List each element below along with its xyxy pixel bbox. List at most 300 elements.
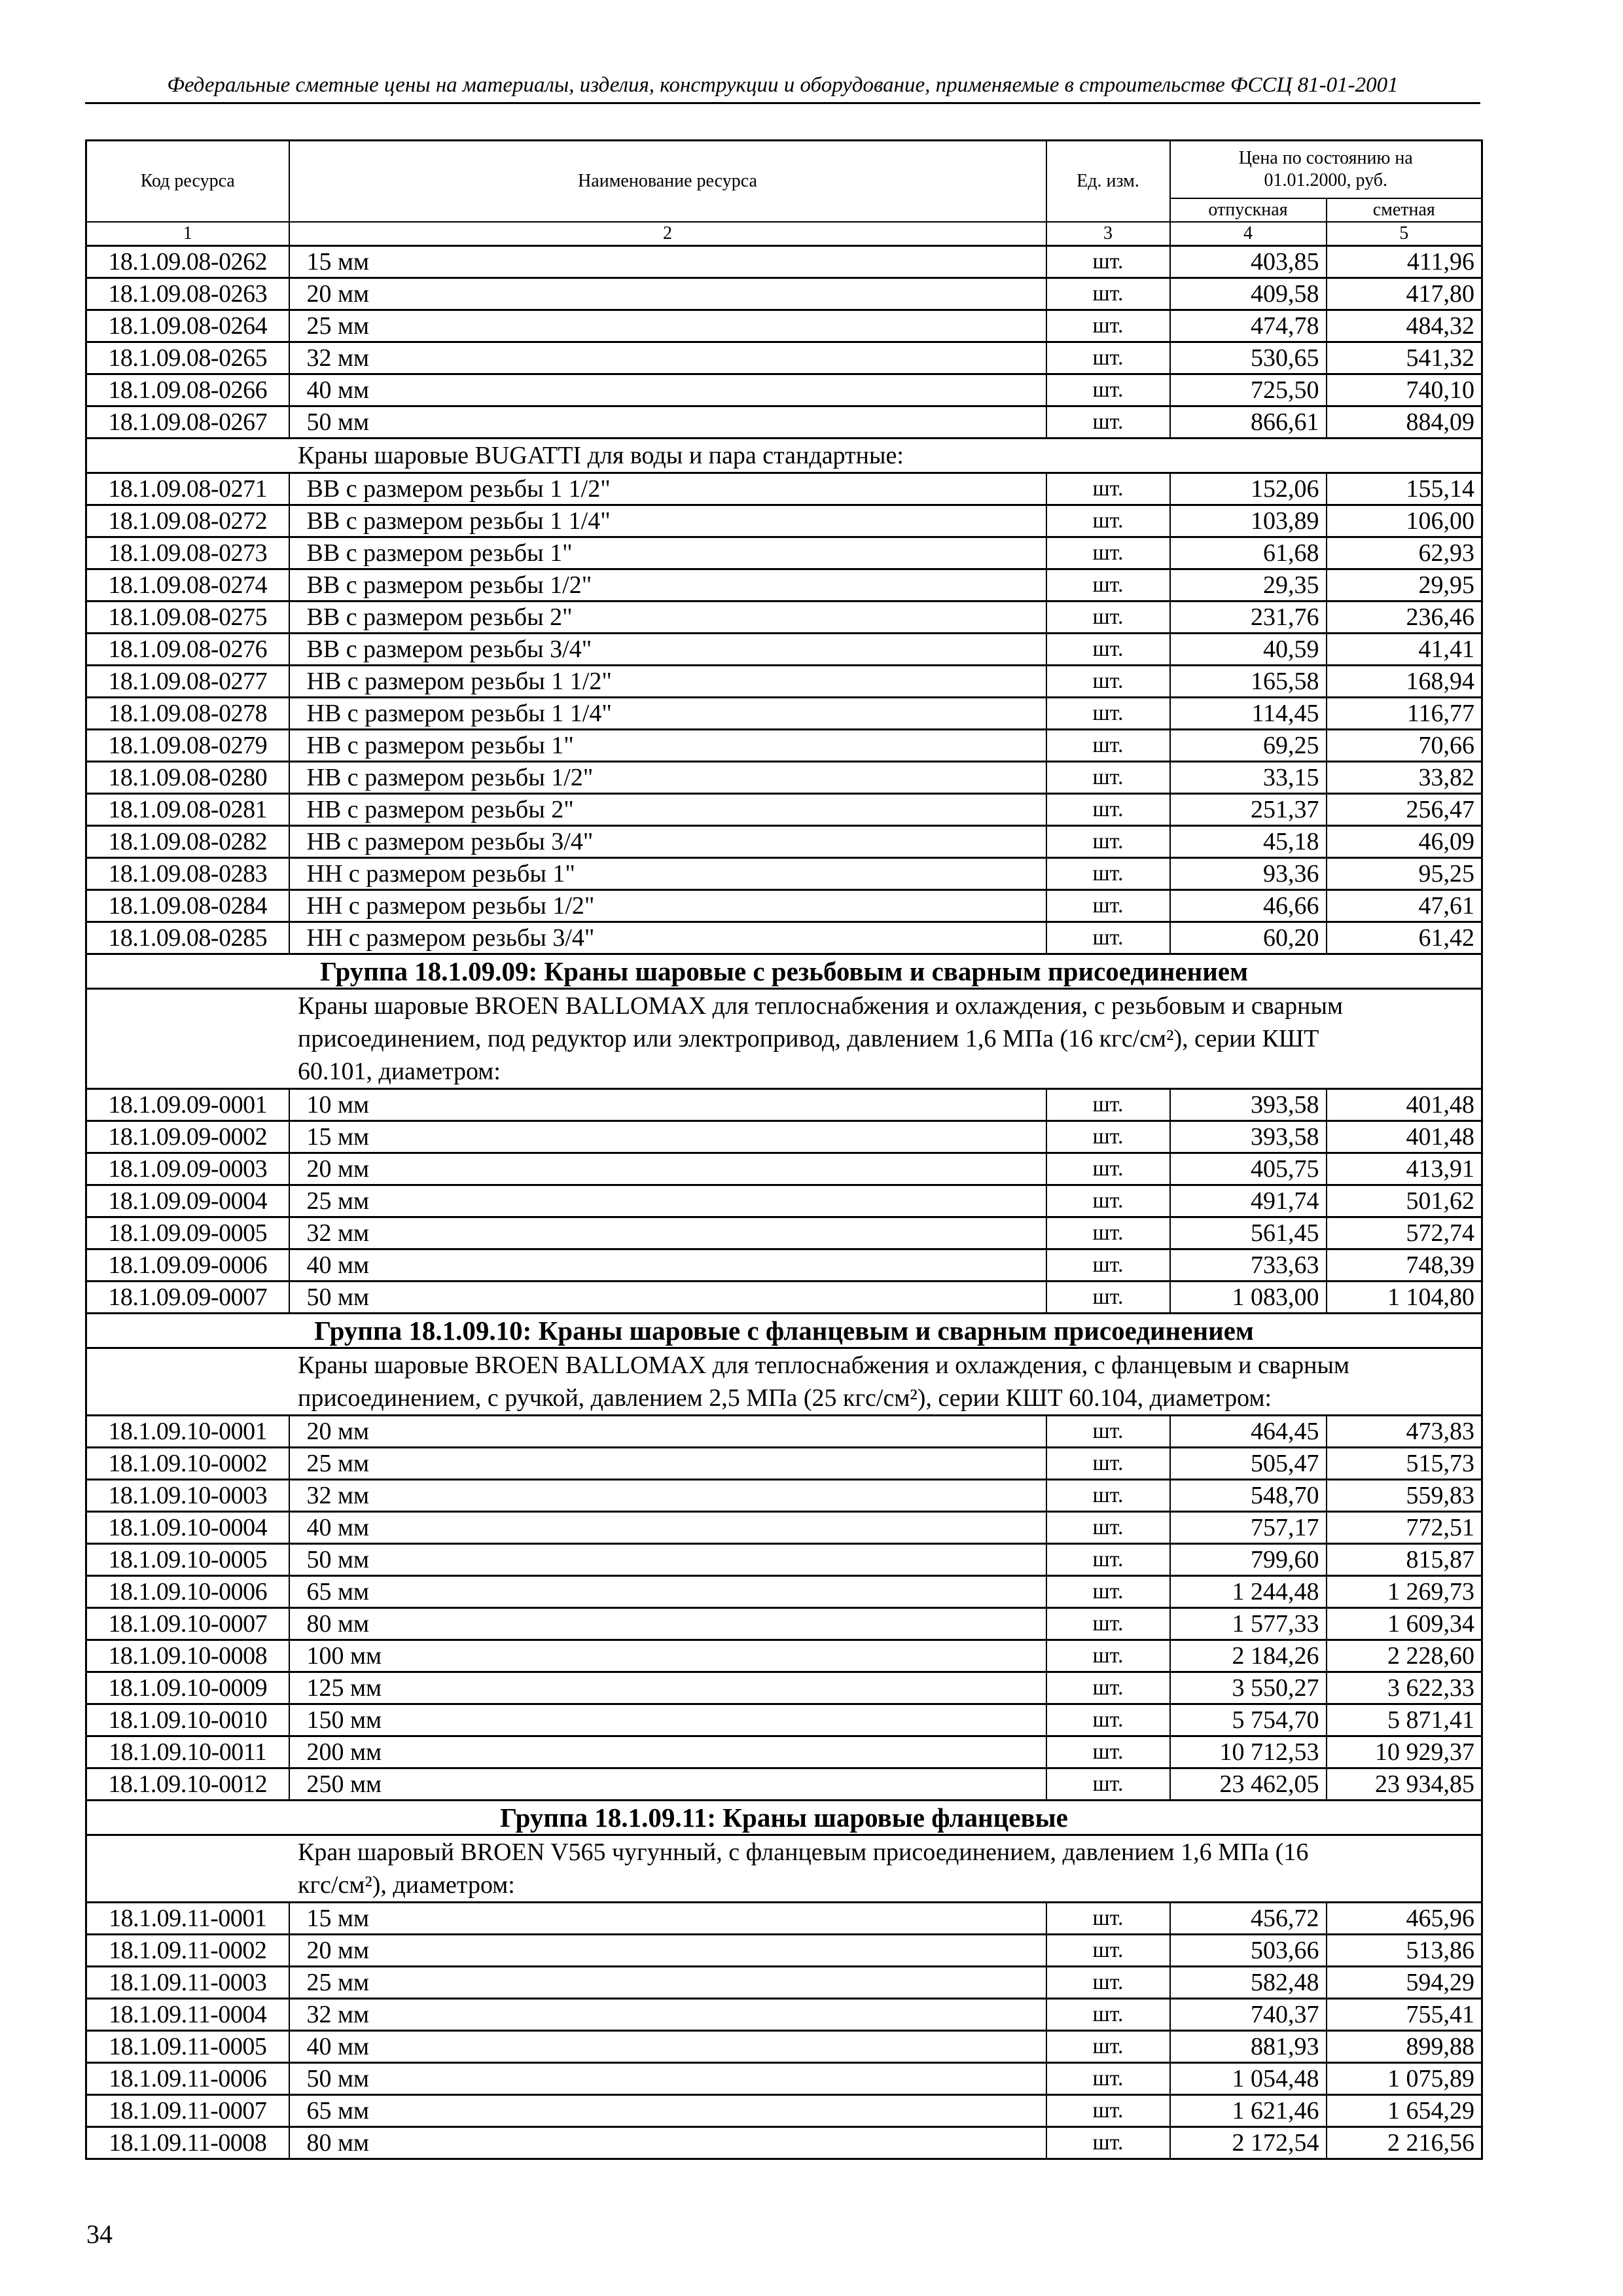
estimate-price: 484,32 — [1327, 310, 1482, 342]
column-number: 4 — [1170, 222, 1327, 246]
resource-name: НВ с размером резьбы 1" — [289, 730, 1046, 762]
resource-code: 18.1.09.09-0007 — [86, 1282, 289, 1314]
group-title-row — [86, 1314, 1482, 1348]
resource-code: 18.1.09.08-0282 — [86, 826, 289, 858]
resource-name: ВВ с размером резьбы 3/4" — [289, 634, 1046, 666]
table-row — [86, 1640, 1482, 1672]
unit: шт. — [1046, 1249, 1170, 1282]
table-row — [86, 826, 1482, 858]
resource-name: 80 мм — [289, 2127, 1046, 2159]
estimate-price: 236,46 — [1327, 601, 1482, 634]
release-price: 530,65 — [1170, 342, 1327, 374]
table-row — [86, 1282, 1482, 1314]
unit: шт. — [1046, 730, 1170, 762]
unit: шт. — [1046, 666, 1170, 698]
table-row — [86, 1544, 1482, 1576]
resource-code: 18.1.09.08-0285 — [86, 922, 289, 954]
unit: шт. — [1046, 1153, 1170, 1185]
table-row — [86, 310, 1482, 342]
resource-code: 18.1.09.08-0281 — [86, 794, 289, 826]
release-price: 582,48 — [1170, 1967, 1327, 1999]
resource-name: 32 мм — [289, 1480, 1046, 1512]
release-price: 61,68 — [1170, 537, 1327, 569]
resource-code: 18.1.09.10-0003 — [86, 1480, 289, 1512]
resource-code: 18.1.09.10-0007 — [86, 1608, 289, 1640]
estimate-price: 411,96 — [1327, 246, 1482, 278]
table-row — [86, 374, 1482, 406]
estimate-price: 33,82 — [1327, 762, 1482, 794]
resource-name: 65 мм — [289, 1576, 1046, 1608]
resource-name: ВВ с размером резьбы 1" — [289, 537, 1046, 569]
table-row — [86, 1999, 1482, 2031]
resource-code: 18.1.09.08-0280 — [86, 762, 289, 794]
table-body — [86, 246, 1482, 2159]
release-price: 2 184,26 — [1170, 1640, 1327, 1672]
resource-name: НН с размером резьбы 1/2" — [289, 890, 1046, 922]
estimate-price: 465,96 — [1327, 1903, 1482, 1935]
description-text — [86, 989, 1482, 1089]
resource-name: 80 мм — [289, 1608, 1046, 1640]
unit: шт. — [1046, 569, 1170, 601]
estimate-price: 559,83 — [1327, 1480, 1482, 1512]
resource-name: 32 мм — [289, 1217, 1046, 1249]
resource-name: 25 мм — [289, 310, 1046, 342]
resource-name: ВВ с размером резьбы 1 1/4" — [289, 505, 1046, 537]
resource-name: ВВ с размером резьбы 1/2" — [289, 569, 1046, 601]
table-row — [86, 890, 1482, 922]
table-row — [86, 666, 1482, 698]
description-line: присоединением, под редуктор или электропривод, давлением 1,6 МПа (16 кгс/см²), серии КШТ — [298, 1025, 1319, 1052]
unit: шт. — [1046, 1967, 1170, 1999]
table-row — [86, 569, 1482, 601]
resource-name: 150 мм — [289, 1704, 1046, 1736]
estimate-price: 417,80 — [1327, 278, 1482, 310]
resource-name: 32 мм — [289, 1999, 1046, 2031]
estimate-price: 515,73 — [1327, 1448, 1482, 1480]
price-table — [85, 139, 1483, 2160]
resource-code: 18.1.09.10-0001 — [86, 1416, 289, 1448]
release-price: 393,58 — [1170, 1089, 1327, 1121]
table-row — [86, 2031, 1482, 2063]
resource-code: 18.1.09.11-0003 — [86, 1967, 289, 1999]
release-price: 231,76 — [1170, 601, 1327, 634]
release-price: 114,45 — [1170, 698, 1327, 730]
description-line: Краны шаровые BROEN BALLOMAX для теплоснабжения и охлаждения, с резьбовым и сварным — [298, 992, 1344, 1020]
estimate-price: 29,95 — [1327, 569, 1482, 601]
resource-code: 18.1.09.10-0012 — [86, 1768, 289, 1801]
table-row — [86, 634, 1482, 666]
resource-name: 65 мм — [289, 2095, 1046, 2127]
description-line: кгс/см²), диаметром: — [298, 1871, 515, 1899]
table-row — [86, 1967, 1482, 1999]
estimate-price: 95,25 — [1327, 858, 1482, 890]
resource-code: 18.1.09.10-0009 — [86, 1672, 289, 1704]
unit: шт. — [1046, 1185, 1170, 1217]
resource-code: 18.1.09.08-0266 — [86, 374, 289, 406]
resource-code: 18.1.09.08-0283 — [86, 858, 289, 890]
resource-code: 18.1.09.11-0004 — [86, 1999, 289, 2031]
description-row — [86, 1348, 1482, 1416]
estimate-price: 740,10 — [1327, 374, 1482, 406]
column-number: 1 — [86, 222, 289, 246]
estimate-price: 772,51 — [1327, 1512, 1482, 1544]
table-row — [86, 1416, 1482, 1448]
subheader-text: Краны шаровые BUGATTI для воды и пара стандартные: — [86, 439, 1482, 473]
unit: шт. — [1046, 1903, 1170, 1935]
resource-name: НВ с размером резьбы 1 1/4" — [289, 698, 1046, 730]
unit: шт. — [1046, 1672, 1170, 1704]
resource-name: 40 мм — [289, 1249, 1046, 1282]
estimate-price: 884,09 — [1327, 406, 1482, 439]
estimate-price: 1 269,73 — [1327, 1576, 1482, 1608]
release-price: 103,89 — [1170, 505, 1327, 537]
table-row — [86, 698, 1482, 730]
resource-name: 40 мм — [289, 1512, 1046, 1544]
resource-code: 18.1.09.11-0001 — [86, 1903, 289, 1935]
resource-name: НВ с размером резьбы 1 1/2" — [289, 666, 1046, 698]
table-row — [86, 537, 1482, 569]
unit: шт. — [1046, 1544, 1170, 1576]
table-row — [86, 601, 1482, 634]
resource-code: 18.1.09.09-0001 — [86, 1089, 289, 1121]
estimate-price: 62,93 — [1327, 537, 1482, 569]
release-price: 725,50 — [1170, 374, 1327, 406]
resource-name: 15 мм — [289, 1121, 1046, 1153]
unit: шт. — [1046, 1217, 1170, 1249]
resource-code: 18.1.09.08-0271 — [86, 473, 289, 505]
release-price: 733,63 — [1170, 1249, 1327, 1282]
table-row — [86, 1672, 1482, 1704]
resource-name: НН с размером резьбы 3/4" — [289, 922, 1046, 954]
resource-name: 50 мм — [289, 1544, 1046, 1576]
estimate-price: 46,09 — [1327, 826, 1482, 858]
unit: шт. — [1046, 1512, 1170, 1544]
release-price: 93,36 — [1170, 858, 1327, 890]
table-row — [86, 762, 1482, 794]
release-price: 1 577,33 — [1170, 1608, 1327, 1640]
resource-code: 18.1.09.11-0005 — [86, 2031, 289, 2063]
unit: шт. — [1046, 762, 1170, 794]
unit: шт. — [1046, 1736, 1170, 1768]
resource-code: 18.1.09.08-0264 — [86, 310, 289, 342]
estimate-price: 70,66 — [1327, 730, 1482, 762]
resource-name: 40 мм — [289, 2031, 1046, 2063]
estimate-price: 1 609,34 — [1327, 1608, 1482, 1640]
release-price: 881,93 — [1170, 2031, 1327, 2063]
estimate-price: 1 104,80 — [1327, 1282, 1482, 1314]
header-price-group-line1: Цена по состоянию на — [1238, 148, 1413, 168]
estimate-price: 2 216,56 — [1327, 2127, 1482, 2159]
resource-code: 18.1.09.10-0008 — [86, 1640, 289, 1672]
description-text — [86, 1348, 1482, 1416]
unit: шт. — [1046, 1999, 1170, 2031]
group-title: Группа 18.1.09.09: Краны шаровые с резьбовым и сварным присоединением — [86, 954, 1482, 989]
table-row — [86, 1903, 1482, 1935]
resource-code: 18.1.09.09-0002 — [86, 1121, 289, 1153]
unit: шт. — [1046, 1608, 1170, 1640]
estimate-price: 155,14 — [1327, 473, 1482, 505]
table-row — [86, 1448, 1482, 1480]
estimate-price: 815,87 — [1327, 1544, 1482, 1576]
resource-code: 18.1.09.10-0011 — [86, 1736, 289, 1768]
table-row — [86, 1512, 1482, 1544]
resource-name: ВВ с размером резьбы 1 1/2" — [289, 473, 1046, 505]
table-row — [86, 1608, 1482, 1640]
estimate-price: 572,74 — [1327, 1217, 1482, 1249]
table-row — [86, 1935, 1482, 1967]
unit: шт. — [1046, 1576, 1170, 1608]
release-price: 503,66 — [1170, 1935, 1327, 1967]
unit: шт. — [1046, 1416, 1170, 1448]
estimate-price: 1 654,29 — [1327, 2095, 1482, 2127]
release-price: 491,74 — [1170, 1185, 1327, 1217]
table-row — [86, 1768, 1482, 1801]
release-price: 409,58 — [1170, 278, 1327, 310]
table-row — [86, 2127, 1482, 2159]
release-price: 474,78 — [1170, 310, 1327, 342]
unit: шт. — [1046, 826, 1170, 858]
resource-code: 18.1.09.08-0279 — [86, 730, 289, 762]
table-row — [86, 1249, 1482, 1282]
column-number: 3 — [1046, 222, 1170, 246]
unit: шт. — [1046, 473, 1170, 505]
resource-name: 20 мм — [289, 1153, 1046, 1185]
resource-name: 50 мм — [289, 406, 1046, 439]
resource-code: 18.1.09.08-0265 — [86, 342, 289, 374]
resource-name: 40 мм — [289, 374, 1046, 406]
resource-name: НВ с размером резьбы 2" — [289, 794, 1046, 826]
estimate-price: 61,42 — [1327, 922, 1482, 954]
resource-code: 18.1.09.08-0276 — [86, 634, 289, 666]
description-row — [86, 989, 1482, 1089]
resource-code: 18.1.09.09-0004 — [86, 1185, 289, 1217]
unit: шт. — [1046, 858, 1170, 890]
group-title-row — [86, 1801, 1482, 1835]
release-price: 866,61 — [1170, 406, 1327, 439]
unit: шт. — [1046, 1935, 1170, 1967]
estimate-price: 23 934,85 — [1327, 1768, 1482, 1801]
unit: шт. — [1046, 246, 1170, 278]
table-row — [86, 2095, 1482, 2127]
unit: шт. — [1046, 1121, 1170, 1153]
unit: шт. — [1046, 2127, 1170, 2159]
unit: шт. — [1046, 601, 1170, 634]
release-price: 10 712,53 — [1170, 1736, 1327, 1768]
unit: шт. — [1046, 1089, 1170, 1121]
resource-code: 18.1.09.08-0267 — [86, 406, 289, 439]
table-row — [86, 1153, 1482, 1185]
release-price: 740,37 — [1170, 1999, 1327, 2031]
header-code: Код ресурса — [86, 141, 289, 223]
estimate-price: 3 622,33 — [1327, 1672, 1482, 1704]
resource-name: НН с размером резьбы 1" — [289, 858, 1046, 890]
estimate-price: 748,39 — [1327, 1249, 1482, 1282]
table-row — [86, 922, 1482, 954]
description-line: присоединением, с ручкой, давлением 2,5 МПа (25 кгс/см²), серии КШТ 60.104, диаметром: — [298, 1384, 1272, 1412]
resource-code: 18.1.09.08-0263 — [86, 278, 289, 310]
header-name: Наименование ресурса — [289, 141, 1046, 223]
release-price: 69,25 — [1170, 730, 1327, 762]
resource-name: 25 мм — [289, 1967, 1046, 1999]
header-unit: Ед. изм. — [1046, 141, 1170, 223]
table-row — [86, 473, 1482, 505]
running-header: Федеральные сметные цены на материалы, изделия, конструкции и оборудование, применяемые в строительстве ФССЦ 81-01-2001 — [85, 71, 1480, 104]
resource-code: 18.1.09.11-0007 — [86, 2095, 289, 2127]
estimate-price: 501,62 — [1327, 1185, 1482, 1217]
resource-code: 18.1.09.11-0006 — [86, 2063, 289, 2095]
resource-name: 15 мм — [289, 246, 1046, 278]
resource-code: 18.1.09.09-0006 — [86, 1249, 289, 1282]
table-row — [86, 730, 1482, 762]
resource-name: 50 мм — [289, 1282, 1046, 1314]
resource-name: 10 мм — [289, 1089, 1046, 1121]
estimate-price: 10 929,37 — [1327, 1736, 1482, 1768]
resource-code: 18.1.09.10-0004 — [86, 1512, 289, 1544]
release-price: 46,66 — [1170, 890, 1327, 922]
unit: шт. — [1046, 2063, 1170, 2095]
group-title: Группа 18.1.09.10: Краны шаровые с фланцевым и сварным присоединением — [86, 1314, 1482, 1348]
resource-code: 18.1.09.10-0006 — [86, 1576, 289, 1608]
unit: шт. — [1046, 406, 1170, 439]
estimate-price: 2 228,60 — [1327, 1640, 1482, 1672]
release-price: 60,20 — [1170, 922, 1327, 954]
release-price: 548,70 — [1170, 1480, 1327, 1512]
header-price-group — [1170, 141, 1482, 199]
estimate-price: 41,41 — [1327, 634, 1482, 666]
column-number: 2 — [289, 222, 1046, 246]
unit: шт. — [1046, 505, 1170, 537]
estimate-price: 473,83 — [1327, 1416, 1482, 1448]
resource-code: 18.1.09.08-0275 — [86, 601, 289, 634]
release-price: 403,85 — [1170, 246, 1327, 278]
estimate-price: 401,48 — [1327, 1089, 1482, 1121]
table-row — [86, 1217, 1482, 1249]
unit: шт. — [1046, 634, 1170, 666]
unit: шт. — [1046, 2031, 1170, 2063]
release-price: 5 754,70 — [1170, 1704, 1327, 1736]
description-line: 60.101, диаметром: — [298, 1058, 501, 1085]
resource-code: 18.1.09.10-0002 — [86, 1448, 289, 1480]
group-title: Группа 18.1.09.11: Краны шаровые фланцевые — [86, 1801, 1482, 1835]
table-row — [86, 505, 1482, 537]
table-row — [86, 1121, 1482, 1153]
release-price: 464,45 — [1170, 1416, 1327, 1448]
resource-name: ВВ с размером резьбы 2" — [289, 601, 1046, 634]
table-row — [86, 1089, 1482, 1121]
resource-name: 15 мм — [289, 1903, 1046, 1935]
unit: шт. — [1046, 1768, 1170, 1801]
resource-name: 250 мм — [289, 1768, 1046, 1801]
release-price: 152,06 — [1170, 473, 1327, 505]
unit: шт. — [1046, 1448, 1170, 1480]
table-row — [86, 406, 1482, 439]
resource-code: 18.1.09.08-0274 — [86, 569, 289, 601]
release-price: 405,75 — [1170, 1153, 1327, 1185]
unit: шт. — [1046, 374, 1170, 406]
unit: шт. — [1046, 278, 1170, 310]
resource-code: 18.1.09.10-0010 — [86, 1704, 289, 1736]
release-price: 561,45 — [1170, 1217, 1327, 1249]
page-number: 34 — [86, 2219, 113, 2249]
release-price: 165,58 — [1170, 666, 1327, 698]
resource-name: 25 мм — [289, 1448, 1046, 1480]
unit: шт. — [1046, 922, 1170, 954]
release-price: 29,35 — [1170, 569, 1327, 601]
resource-name: 20 мм — [289, 1935, 1046, 1967]
release-price: 1 083,00 — [1170, 1282, 1327, 1314]
resource-code: 18.1.09.08-0273 — [86, 537, 289, 569]
unit: шт. — [1046, 2095, 1170, 2127]
group-title-row — [86, 954, 1482, 989]
header-price-group-line2: 01.01.2000, руб. — [1264, 170, 1388, 190]
release-price: 393,58 — [1170, 1121, 1327, 1153]
estimate-price: 168,94 — [1327, 666, 1482, 698]
table-row — [86, 246, 1482, 278]
description-line: Кран шаровый BROEN V565 чугунный, с фланцевым присоединением, давлением 1,6 МПа (16 — [298, 1839, 1309, 1866]
table-row — [86, 2063, 1482, 2095]
estimate-price: 256,47 — [1327, 794, 1482, 826]
resource-code: 18.1.09.10-0005 — [86, 1544, 289, 1576]
release-price: 33,15 — [1170, 762, 1327, 794]
table-row — [86, 1480, 1482, 1512]
release-price: 23 462,05 — [1170, 1768, 1327, 1801]
resource-name: 20 мм — [289, 1416, 1046, 1448]
release-price: 505,47 — [1170, 1448, 1327, 1480]
estimate-price: 116,77 — [1327, 698, 1482, 730]
estimate-price: 1 075,89 — [1327, 2063, 1482, 2095]
release-price: 1 244,48 — [1170, 1576, 1327, 1608]
unit: шт. — [1046, 698, 1170, 730]
resource-code: 18.1.09.08-0277 — [86, 666, 289, 698]
estimate-price: 401,48 — [1327, 1121, 1482, 1153]
unit: шт. — [1046, 1640, 1170, 1672]
estimate-price: 899,88 — [1327, 2031, 1482, 2063]
resource-name: 100 мм — [289, 1640, 1046, 1672]
resource-name: НВ с размером резьбы 1/2" — [289, 762, 1046, 794]
table-row — [86, 342, 1482, 374]
column-number: 5 — [1327, 222, 1482, 246]
resource-code: 18.1.09.08-0284 — [86, 890, 289, 922]
estimate-price: 47,61 — [1327, 890, 1482, 922]
resource-name: 32 мм — [289, 342, 1046, 374]
release-price: 1 054,48 — [1170, 2063, 1327, 2095]
estimate-price: 106,00 — [1327, 505, 1482, 537]
resource-name: 200 мм — [289, 1736, 1046, 1768]
release-price: 799,60 — [1170, 1544, 1327, 1576]
subheader-row — [86, 439, 1482, 473]
header-estimate-price: сметная — [1327, 198, 1482, 222]
unit: шт. — [1046, 342, 1170, 374]
unit: шт. — [1046, 310, 1170, 342]
resource-code: 18.1.09.08-0272 — [86, 505, 289, 537]
table-row — [86, 278, 1482, 310]
estimate-price: 594,29 — [1327, 1967, 1482, 1999]
resource-code: 18.1.09.09-0005 — [86, 1217, 289, 1249]
resource-name: 50 мм — [289, 2063, 1046, 2095]
description-line: Краны шаровые BROEN BALLOMAX для теплоснабжения и охлаждения, с фланцевым и сварным — [298, 1352, 1350, 1379]
table-row — [86, 1736, 1482, 1768]
resource-name: НВ с размером резьбы 3/4" — [289, 826, 1046, 858]
table-row — [86, 1576, 1482, 1608]
table-row — [86, 858, 1482, 890]
resource-name: 20 мм — [289, 278, 1046, 310]
release-price: 1 621,46 — [1170, 2095, 1327, 2127]
estimate-price: 541,32 — [1327, 342, 1482, 374]
unit: шт. — [1046, 1704, 1170, 1736]
release-price: 757,17 — [1170, 1512, 1327, 1544]
unit: шт. — [1046, 794, 1170, 826]
release-price: 251,37 — [1170, 794, 1327, 826]
